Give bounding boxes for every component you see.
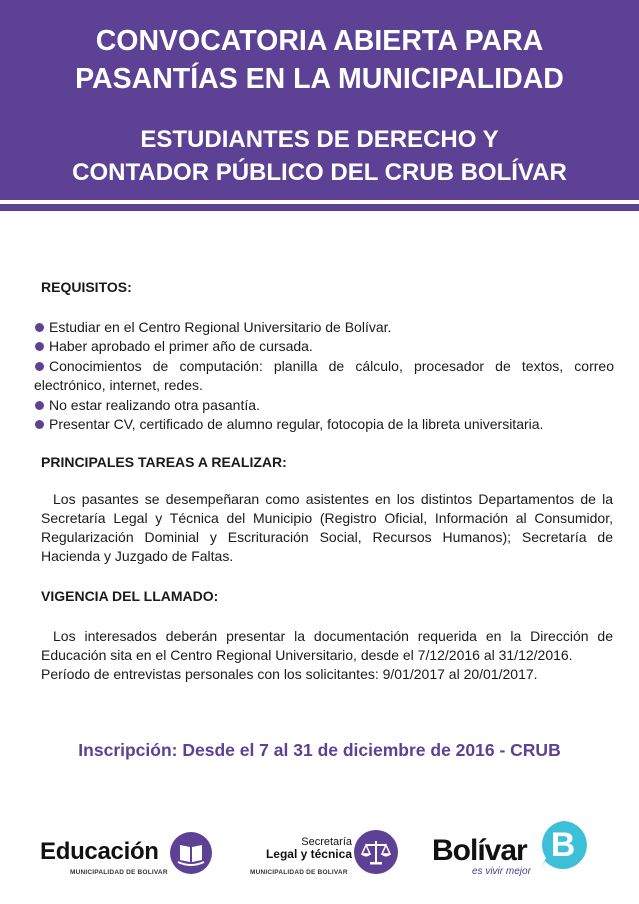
subtitle-line-1: ESTUDIANTES DE DERECHO Y [140, 126, 499, 153]
title-line-2: PASANTÍAS EN LA MUNICIPALIDAD [75, 63, 564, 95]
bullet-icon [35, 362, 44, 371]
educacion-word: Educación [40, 838, 159, 865]
vigencia-title: VIGENCIA DEL LLAMADO: [41, 588, 219, 604]
vigencia-block [41, 627, 613, 684]
bullet-icon [35, 420, 44, 429]
secretaria-logo [248, 826, 408, 880]
inscripcion-banner: Inscripción: Desde el 7 al 31 de diciembre de 2016 - CRUB [78, 740, 561, 760]
vigencia-text-2: Período de entrevistas personales con los solicitantes: 9/01/2017 al 20/01/2017. [41, 666, 538, 682]
tareas-text: Los pasantes se desempeñaran como asistentes en los distintos Departamentos de la Secretaría Legal y Técnica del Municipio (Registro Oficial, Información al Consumidor, Regularización Dominial y Escrituración Social, Recursos Humanos); Secretaría de Hacienda y Juzgado de Faltas. [41, 491, 613, 564]
educacion-logo [38, 828, 218, 878]
bullet-icon [35, 401, 44, 410]
book-icon [170, 832, 212, 874]
secretaria-line-2: Legal y técnica [265, 847, 352, 861]
secretaria-line-1: Secretaría [301, 836, 352, 848]
bolivar-b-letter: B [550, 826, 576, 864]
list-item: Estudiar en el Centro Regional Universitario de Bolívar. [34, 318, 614, 337]
tareas-title: PRINCIPALES TAREAS A REALIZAR: [41, 454, 287, 470]
list-item: Conocimientos de computación: planilla de cálculo, procesador de textos, correo electrónico, internet, redes. [34, 357, 614, 394]
requisitos-title: REQUISITOS: [41, 279, 132, 295]
secretaria-sub: MUNICIPALIDAD DE BOLIVAR [250, 869, 348, 876]
list-item: Presentar CV, certificado de alumno regular, fotocopia de la libreta universitaria. [34, 415, 614, 434]
educacion-sub: MUNICIPALIDAD DE BOLIVAR [70, 869, 168, 876]
secretaria-wordmark [242, 836, 352, 861]
bullet-icon [35, 323, 44, 332]
header-divider-stripe [0, 204, 639, 211]
title-line-1: CONVOCATORIA ABIERTA PARA [95, 25, 544, 57]
list-item: No estar realizando otra pasantía. [34, 396, 614, 415]
bolivar-logo [432, 816, 602, 880]
list-item: Haber aprobado el primer año de cursada. [34, 337, 614, 356]
bolivar-word: Bolívar [432, 834, 527, 867]
page-title [0, 22, 639, 98]
bullet-icon [35, 342, 44, 351]
header-banner [0, 0, 639, 200]
bolivar-b-icon [536, 818, 590, 872]
bolivar-tagline: es vivir mejor [472, 866, 531, 877]
page-subtitle [0, 123, 639, 189]
subtitle-line-2: CONTADOR PÚBLICO DEL CRUB BOLÍVAR [72, 159, 567, 186]
vigencia-text-1: Los interesados deberán presentar la documentación requerida en la Dirección de Educación sita en el Centro Regional Universitario, desde el 7/12/2016 al 31/12/2016. [41, 628, 613, 663]
requisitos-list [34, 318, 614, 434]
scales-icon [354, 830, 398, 874]
